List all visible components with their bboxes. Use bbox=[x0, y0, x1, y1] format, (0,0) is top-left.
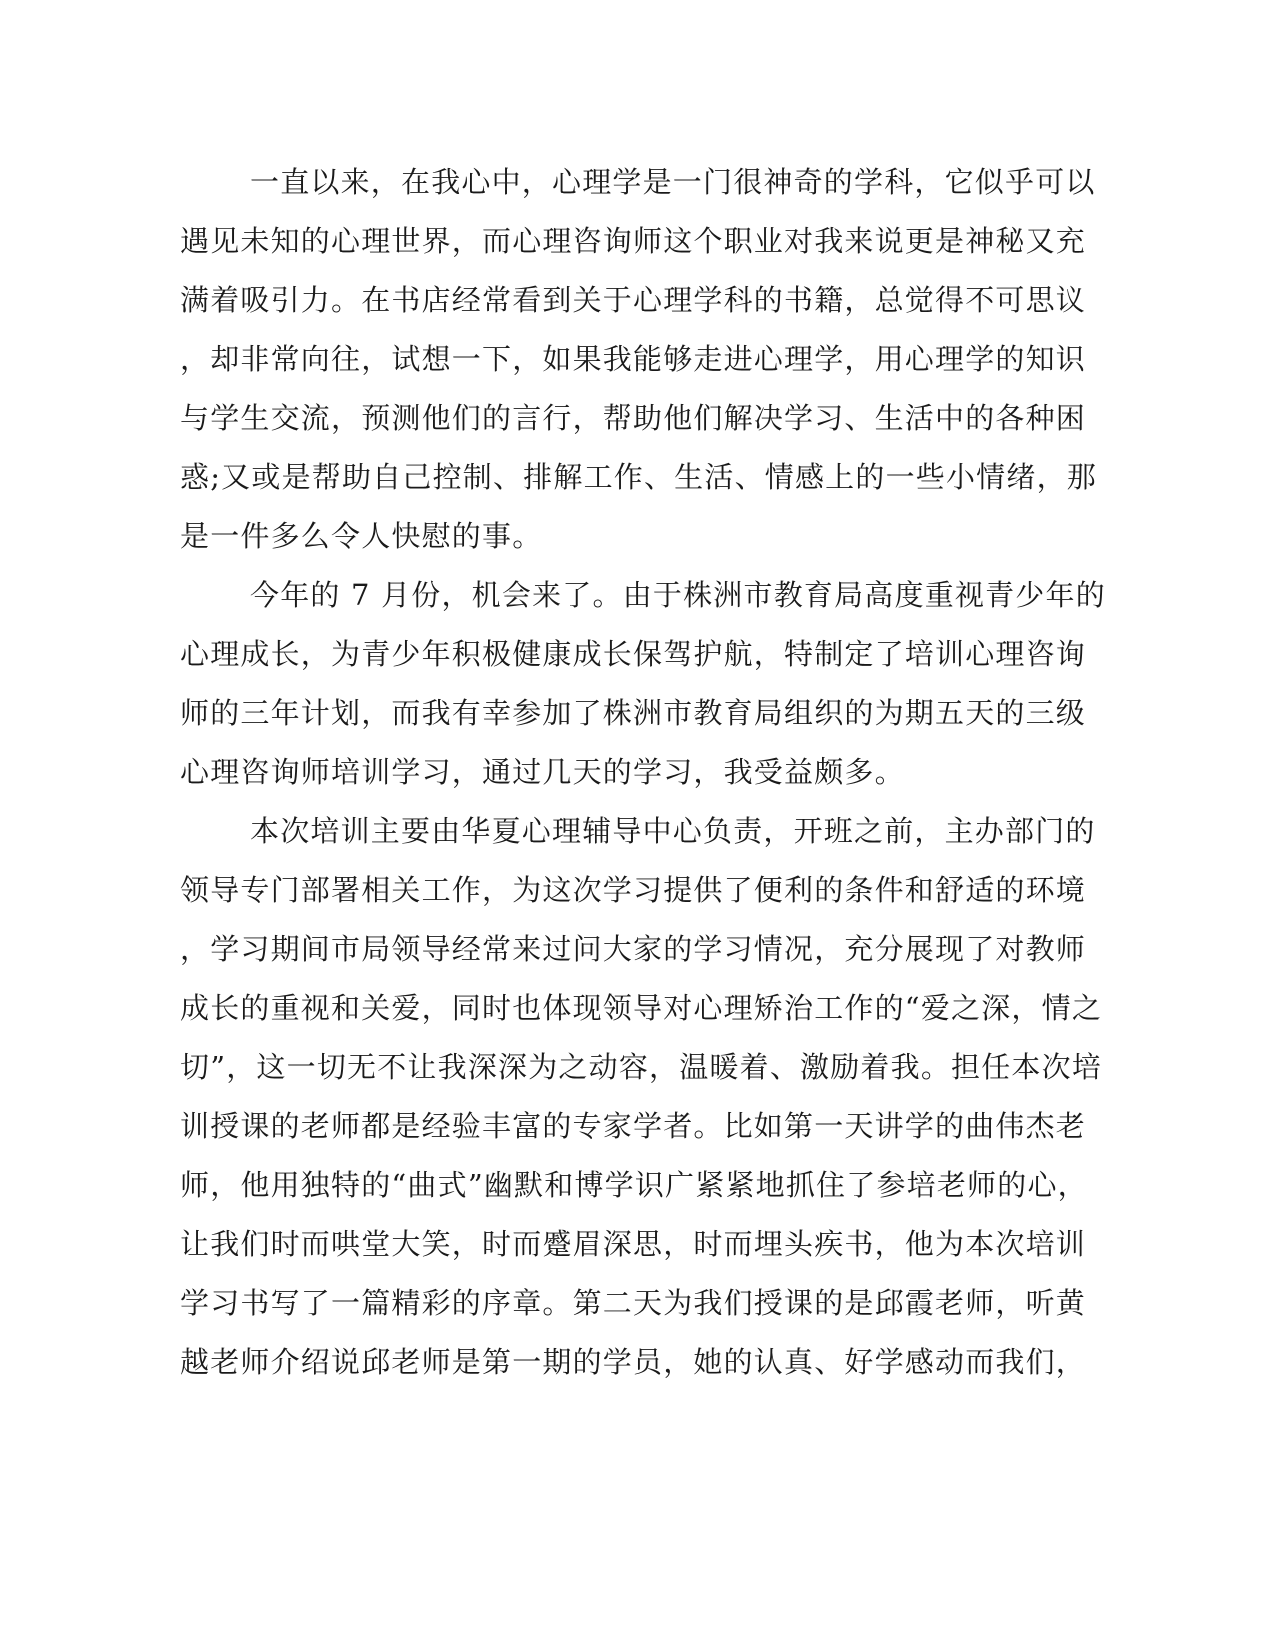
paragraph-3-line-2: 领导专门部署相关工作，为这次学习提供了便利的条件和舒适的环境 bbox=[180, 873, 1087, 907]
paragraph-3-line-6: 训授课的老师都是经验丰富的专家学者。比如第一天讲学的曲伟杰老 bbox=[180, 1109, 1087, 1143]
paragraph-1-line-1: 一直以来，在我心中，心理学是一门很神奇的学科，它似乎可以 bbox=[250, 165, 1096, 199]
paragraph-2-line-2: 心理成长，为青少年积极健康成长保驾护航，特制定了培训心理咨询 bbox=[180, 637, 1087, 671]
paragraph-2-line-1: 今年的 7 月份，机会来了。由于株洲市教育局高度重视青少年的 bbox=[250, 578, 1106, 612]
paragraph-2-line-4: 心理咨询师培训学习，通过几天的学习，我受益颇多。 bbox=[180, 755, 905, 789]
paragraph-1-line-3: 满着吸引力。在书店经常看到关于心理学科的书籍，总觉得不可思议 bbox=[180, 283, 1087, 317]
paragraph-3-line-1: 本次培训主要由华夏心理辅导中心负责，开班之前，主办部门的 bbox=[250, 814, 1096, 848]
paragraph-3-line-8: 让我们时而哄堂大笑，时而蹙眉深思，时而埋头疾书，他为本次培训 bbox=[180, 1227, 1087, 1261]
paragraph-1-line-5: 与学生交流，预测他们的言行，帮助他们解决学习、生活中的各种困 bbox=[180, 401, 1087, 435]
paragraph-3-line-4: 成长的重视和关爱，同时也体现领导对心理矫治工作的“爱之深，情之 bbox=[180, 991, 1103, 1025]
paragraph-3-line-10: 越老师介绍说邱老师是第一期的学员，她的认真、好学感动而我们， bbox=[180, 1345, 1087, 1379]
paragraph-3-line-9: 学习书写了一篇精彩的序章。第二天为我们授课的是邱霞老师，听黄 bbox=[180, 1286, 1087, 1320]
paragraph-1-line-2: 遇见未知的心理世界，而心理咨询师这个职业对我来说更是神秘又充 bbox=[180, 224, 1087, 258]
paragraph-1-line-7: 是一件多么令人快慰的事。 bbox=[180, 519, 543, 553]
paragraph-3-line-5: 切”，这一切无不让我深深为之动容，温暖着、激励着我。担任本次培 bbox=[180, 1050, 1103, 1084]
paragraph-2-line-3: 师的三年计划，而我有幸参加了株洲市教育局组织的为期五天的三级 bbox=[180, 696, 1087, 730]
paragraph-3-line-3: ，学习期间市局领导经常来过问大家的学习情况，充分展现了对教师 bbox=[180, 932, 1087, 966]
paragraph-1-line-6: 惑;又或是帮助自己控制、排解工作、生活、情感上的一些小情绪，那 bbox=[180, 460, 1097, 494]
paragraph-3-line-7: 师，他用独特的“曲式”幽默和博学识广紧紧地抓住了参培老师的心， bbox=[180, 1168, 1088, 1202]
paragraph-1-line-4: ，却非常向往，试想一下，如果我能够走进心理学，用心理学的知识 bbox=[180, 342, 1087, 376]
